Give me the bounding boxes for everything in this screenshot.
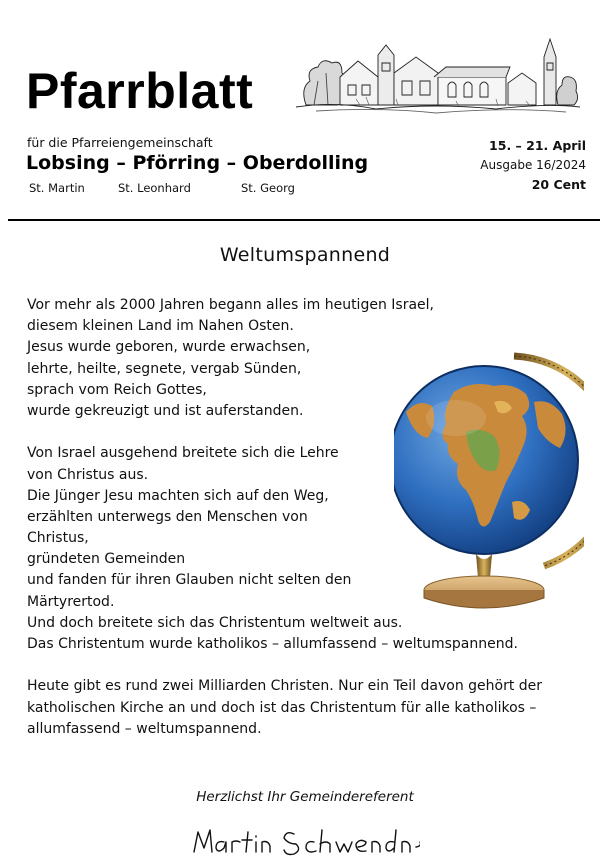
header-divider: [8, 219, 600, 221]
article-line: erzählten unterwegs den Menschen von: [27, 508, 308, 525]
article-line: Das Christentum wurde katholikos – allumfassend – weltumspannend.: [27, 636, 518, 652]
article-line: Jesus wurde geboren, wurde erwachsen,: [27, 339, 311, 356]
article-line: katholischen Kirche an und doch ist das Christentum für alle katholikos –: [27, 699, 537, 716]
article-line: wurde gekreuzigt und ist auferstanden.: [27, 402, 304, 419]
newsletter-title: Pfarrblatt: [26, 63, 254, 119]
article-line: Von Israel ausgehend breitete sich die Lehre: [27, 445, 339, 462]
issue-price: 20 Cent: [531, 177, 586, 192]
article-heading: Weltumspannend: [219, 244, 391, 266]
article-line: von Christus aus.: [27, 466, 149, 483]
saint-leonhard-label: St. Leonhard: [118, 181, 191, 195]
article-line: allumfassend – weltumspannend.: [27, 720, 262, 737]
saint-martin-label: St. Martin: [29, 181, 85, 195]
closing-greeting: Herzlichst Ihr Gemeindereferent: [196, 789, 414, 805]
newsletter-subtitle: für die Pfarreiengemeinschaft: [27, 135, 213, 150]
article-line: Christus,: [27, 530, 89, 547]
church-illustration: [296, 33, 580, 115]
issue-date: 15. – 21. April: [489, 138, 586, 153]
article-line: Heute gibt es rund zwei Milliarden Christen. Nur ein Teil davon gehört der: [27, 678, 543, 695]
article-line: sprach vom Reich Gottes,: [27, 381, 207, 398]
globe-illustration: [394, 352, 584, 614]
article-line: Die Jünger Jesu machten sich auf den Weg,: [27, 487, 329, 504]
paragraph-gap: [27, 655, 587, 676]
article-line: Und doch breitete sich das Christentum weltweit aus.: [27, 614, 403, 631]
handwritten-signature: [190, 820, 420, 860]
article-line: Märtyrertod.: [27, 593, 115, 610]
issue-edition: Ausgabe 16/2024: [480, 158, 586, 172]
article-line: und fanden für ihren Glauben nicht selten den: [27, 572, 352, 589]
article-line: gründeten Gemeinden: [27, 551, 186, 568]
article-line: diesem kleinen Land im Nahen Osten.: [27, 318, 294, 335]
article-line: Vor mehr als 2000 Jahren begann alles im heutigen Israel,: [27, 297, 434, 313]
parish-names: Lobsing – Pförring – Oberdolling: [26, 152, 369, 174]
article-line: lehrte, heilte, segnete, vergab Sünden,: [27, 360, 302, 377]
saint-georg-label: St. Georg: [241, 181, 295, 195]
